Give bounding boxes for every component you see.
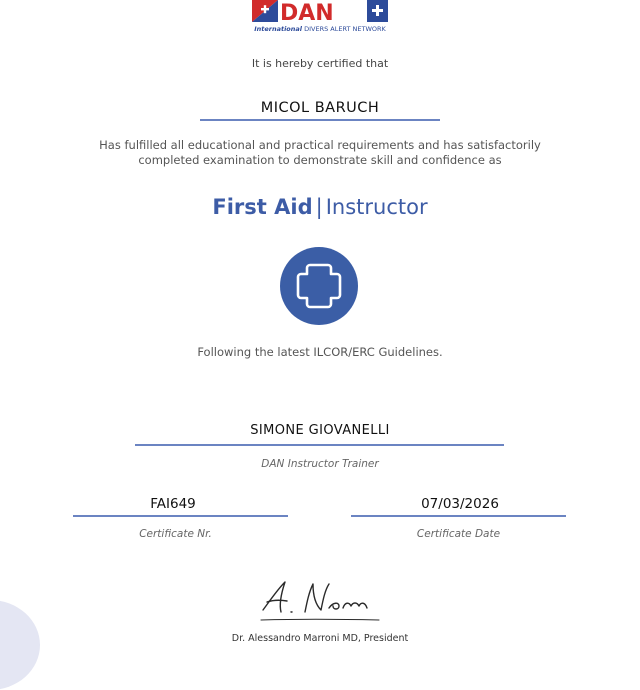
certificate-number: FAI649: [150, 496, 196, 512]
certification-body: [0, 138, 640, 168]
president-signature: [255, 572, 385, 627]
trainer-name: SIMONE GIOVANELLI: [250, 423, 390, 438]
logo-subtitle-network: DIVERS ALERT NETWORK: [304, 25, 386, 33]
certification-body-line-1: Has fulfilled all educational and practical requirements and has satisfactorily: [99, 138, 541, 152]
dan-logo-mark: [252, 0, 388, 22]
logo-subtitle-international: International: [254, 25, 303, 33]
certification-title-level: Instructor: [325, 195, 428, 219]
certification-title-main: First Aid: [212, 195, 313, 219]
certificate-number-underline: [73, 515, 288, 517]
certificate-number-label: Certificate Nr.: [139, 528, 212, 540]
decorative-corner-shape: [0, 600, 40, 690]
medical-cross-icon: [280, 247, 358, 325]
certification-title: [0, 195, 640, 219]
certificate-date-underline: [351, 515, 566, 517]
certification-intro: It is hereby certified that: [251, 57, 389, 70]
recipient-name: MICOL BARUCH: [260, 100, 380, 116]
certificate-date-label: Certificate Date: [416, 528, 501, 540]
certification-body-line-2: completed examination to demonstrate skill and confidence as: [138, 153, 502, 167]
trainer-role: DAN Instructor Trainer: [261, 458, 379, 470]
trainer-underline: [135, 444, 504, 446]
certificate-date: 07/03/2026: [421, 496, 499, 512]
logo-subtitle: [252, 25, 388, 33]
recipient-underline: [200, 119, 440, 121]
guidelines-note: Following the latest ILCOR/ERC Guidelines.: [197, 345, 443, 359]
signatory-name: Dr. Alessandro Marroni MD, President: [231, 633, 409, 644]
dan-logo: [252, 0, 388, 36]
logo-brand-text: DAN: [280, 1, 334, 22]
certification-title-separator: |: [315, 195, 323, 219]
